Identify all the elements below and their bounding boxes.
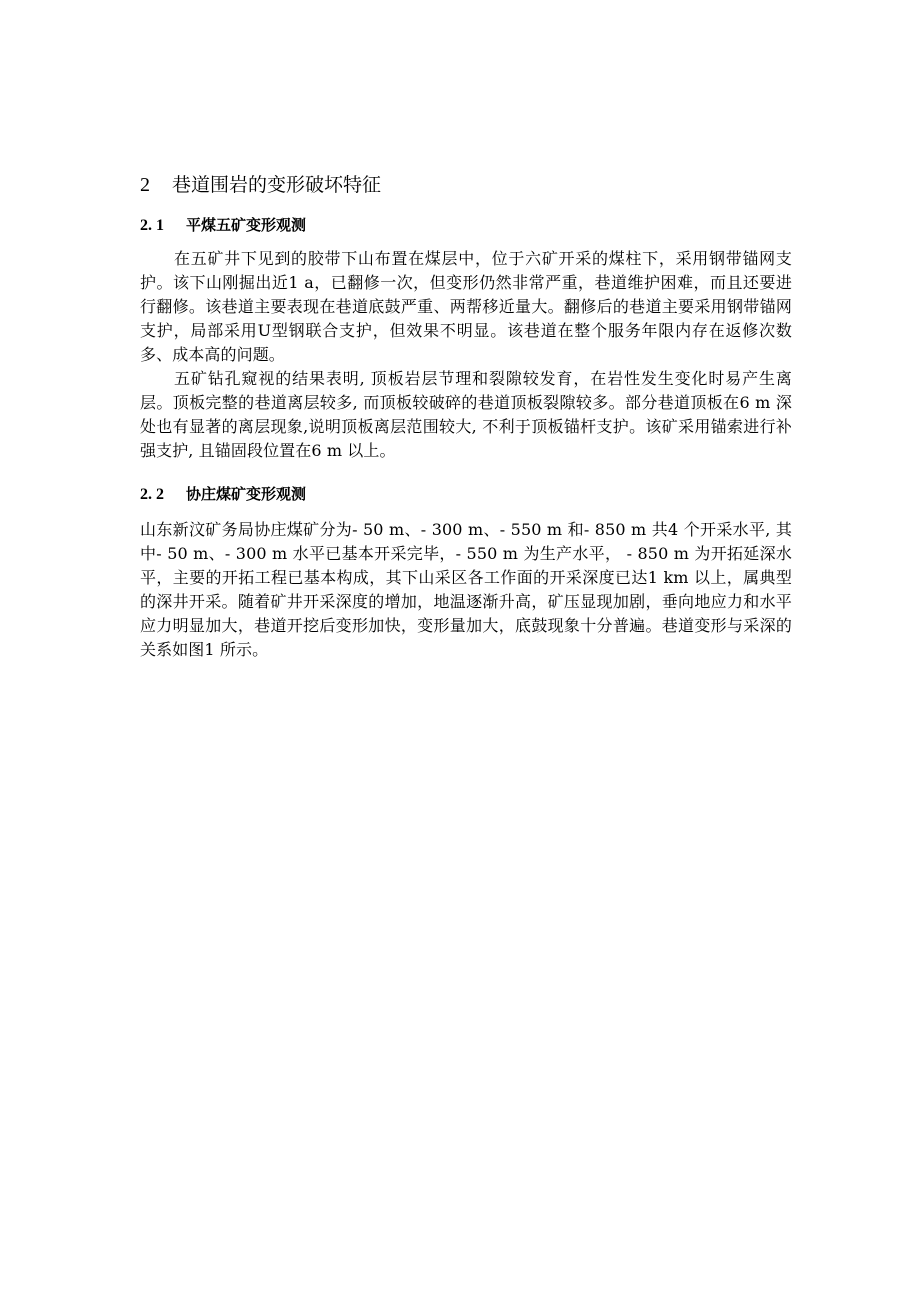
section-title: 巷道围岩的变形破坏特征 [172,174,382,196]
paragraph-xiezhuang-mine: 山东新汶矿务局协庄煤矿分为- 50 m、- 300 m、- 550 m 和- 850 m 共4 个开采水平, 其中- 50 m、- 300 m 水平已基本开采完毕，- 550 m 为生产水平， - 850 m 为开拓延深水平，主要的开拓工程已基本构成，其下山采区各工作面的开采深度已达1 km 以上，属典型的深井开采。随着矿井开采深度的增加，地温逐渐升高，矿压显现加剧，垂向地应力和水平应力明显加大，巷道开挖后变形加快，变形量加大，底鼓现象十分普遍。巷道变形与采深的关系如图1 所示。 [140,520,792,659]
subsection-number: 2. 2 [140,486,164,503]
subsection-number: 2. 1 [140,217,164,234]
subsection-title: 平煤五矿变形观测 [186,216,307,234]
subsection-heading-2-2 [140,483,306,506]
paragraph-borehole-observation: 五矿钻孔窥视的结果表明, 顶板岩层节理和裂隙较发育，在岩性发生变化时易产生离层。顶板完整的巷道离层较多, 而顶板较破碎的巷道顶板裂隙较多。部分巷道顶板在6 m 深处也有显著的离层现象,说明顶板离层范围较大, 不利于顶板锚杆支护。该矿采用锚索进行补强支护, 且锚固段位置在6 m 以上。 [140,369,792,460]
section-number: 2 [140,174,150,196]
section-heading [140,172,381,198]
subsection-title: 协庄煤矿变形观测 [186,485,307,503]
paragraph-tunnel-description: 在五矿井下见到的胶带下山布置在煤层中，位于六矿开采的煤柱下，采用钢带锚网支护。该下山刚掘出近1 a，已翻修一次，但变形仍然非常严重，巷道维护困难，而且还要进行翻修。该巷道主要表现在巷道底鼓严重、两帮移近量大。翻修后的巷道主要采用钢带锚网支护，局部采用U型钢联合支护，但效果不明显。该巷道在整个服务年限内存在返修次数多、成本高的问题。 [140,249,792,364]
subsection-heading-2-1 [140,214,306,237]
